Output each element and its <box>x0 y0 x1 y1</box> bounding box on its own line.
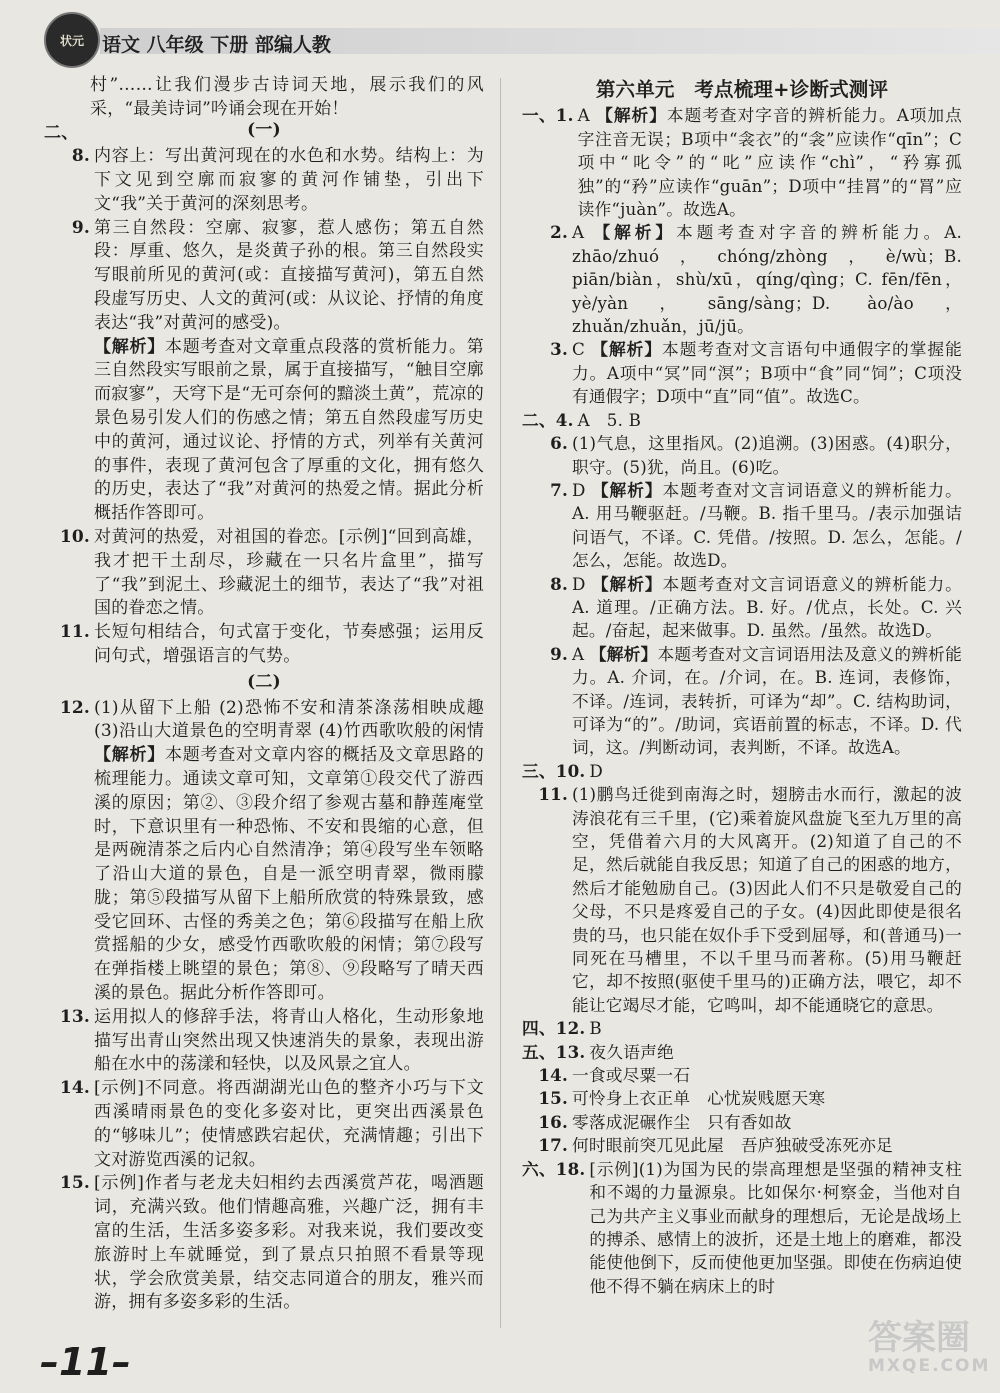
left-column <box>44 74 484 1315</box>
answer-item: 3. C 【解析】本题考查对文言语句中通假字的掌握能力。A项中“冥”同“溟”；B项中“食”同“饲”；C项没有通假字；D项中“直”同“值”。故选C。 <box>550 339 962 407</box>
right-column <box>522 74 962 1298</box>
answer-item: 11. 长短句相结合，句式富于变化，节奏感强；运用反问句式，增强语言的气势。 <box>59 622 484 666</box>
analysis-tag: 【解析】 <box>591 339 663 360</box>
answer-item: 9. 第三自然段：空廓、寂寥，惹人感伤；第五自然段：厚重、悠久，是炎黄子孙的根。第三自然段实写眼前所见的黄河(或：直接描写黄河)，第五自然段虚写历史、人文的黄河(或：从议论、抒情的角度表达“我”对黄河的感受)。 【解析】本题考查对文章重点段落的赏析能力。第三自然段实写眼前之景，属于直接描写，“触目空廓而寂寥”，天穹下是“无可奈何的黯淡土黄”，荒凉的景色易引发人们的伤感之情；第五自然段虚写历史中的黄河，通过议论、抒情的方式，列举有关黄河的事件，表现了黄河包含了厚重的文化，拥有悠久的历史，表达了“我”对黄河的热爱之情。据此分析概括作答即可。 <box>71 217 484 524</box>
answer-item: 13. 运用拟人的修辞手法，将青山人格化，生动形象地描写出青山突然出现又快速消失的景象，表现出游船在水中的荡漾和轻快，以及风景之宜人。 <box>59 1006 484 1075</box>
answer-item: 9. A 【解析】本题考查对文言词语用法及意义的辨析能力。A. 介词，在。/介词，在。B. 连词，表修饰，不译。/连词，表转折，可译为“却”。C. 结构助词，可译为“的”。/助词，宾语前置的标志，不译。D. 代词，这。/判断动词，表判断，不译。故选A。 <box>550 643 962 758</box>
answer-item: 二、4. A 5. B <box>522 409 642 430</box>
watermark-main: 答案圈 <box>868 1318 970 1358</box>
answer-item: 14. 一食或尽粟一石 <box>538 1065 691 1086</box>
page-number: –11– <box>40 1340 131 1384</box>
answer-item: 16. 零落成泥碾作尘 只有香如故 <box>538 1111 792 1132</box>
answer-item: 6. (1)气息，这里指风。(2)追溯。(3)困惑。(4)职分，职守。(5)犹，尚且。(6)吃。 <box>550 433 962 477</box>
answer-item: 17. 何时眼前突兀见此屋 吾庐独破受冻死亦足 <box>538 1135 893 1156</box>
answer-item: 2. A 【解析】本题考查对字音的辨析能力。A. zhāo/zhuó，chóng/zhòng，è/wù；B. piān/biàn，shù/xū，qíng/qìng；C. fēn/fēn，yè/yàn，sāng/sàng；D. ào/ào，zhuǎn/zhuǎn，jū/jū。 <box>550 222 962 337</box>
analysis-tag: 【解析】 <box>591 573 663 594</box>
analysis-tag: 【解析】 <box>591 479 663 500</box>
analysis-tag: 【解析】 <box>94 745 166 766</box>
answer-item: 五、13. 夜久语声绝 <box>522 1041 674 1062</box>
analysis-tag: 【解析】 <box>589 643 658 664</box>
analysis-tag: 【解析】 <box>94 336 166 357</box>
column-divider <box>500 78 501 1328</box>
analysis-tag: 【解析】 <box>596 105 667 126</box>
answer-item: 8. D 【解析】本题考查对文言词语意义的辨析能力。A. 道理。/正确方法。B. 好。/优点，长处。C. 兴起。/奋起，起来做事。D. 虽然。/虽然。故选D。 <box>550 573 962 641</box>
brand-logo: 状元 <box>44 12 100 68</box>
answer-item: 15. 可怜身上衣正单 心忧炭贱愿天寒 <box>538 1088 826 1109</box>
answer-item: 10. 对黄河的热爱，对祖国的眷恋。[示例]“回到高雄，我才把干土刮尽，珍藏在一只名片盒里”，描写了“我”到泥土、珍藏泥土的细节，表达了“我”对祖国的眷恋之情。 <box>59 526 484 619</box>
answer-item: 7. D 【解析】本题考查对文言词语意义的辨析能力。A. 用马鞭驱赶。/马鞭。B. 指千里马。/表示加强诘问语气，不译。C. 凭借。/按照。D. 怎么，怎能。/怎么，怎能。故选D。 <box>550 479 962 571</box>
subsection-one: (一) <box>247 120 281 141</box>
answer-item: 四、12. B <box>522 1018 602 1039</box>
answer-item: 12. (1)从留下上船 (2)恐怖不安和清茶涤荡相映成趣 (3)沿山大道景色的空明青翠 (4)竹西歌吹般的闲情 【解析】本题考查对文章内容的概括及文章思路的梳理能力。通读文章可知，文章第①段交代了游西溪的原因；第②、③段介绍了参观古墓和静莲庵堂时，下意识里有一种恐怖、不安和畏缩的心意，但是两碗清茶之后内心自然清净；第④段写坐车领略了沿山大道的景色，自是一派空明青翠，微雨朦胧；第⑤段描写从留下上船所欣赏的特殊景致，感受它回环、古怪的秀美之色；第⑥段描写在船上欣赏摇船的少女，感受竹西歌吹般的闲情；第⑦段写在弹指楼上眺望的景色；第⑧、⑨段略写了晴天西溪的景色。据此分析作答即可。 <box>59 697 484 1004</box>
intro-text: 村”……让我们漫步古诗词天地，展示我们的风采，“最美诗词”吟诵会现在开始！ <box>90 75 484 119</box>
watermark-logo <box>868 1318 991 1384</box>
answer-item: 六、18. [示例](1)为国为民的崇高理想是坚强的精神支柱和不竭的力量源泉。比如保尔·柯察金，当他对自己为共产主义事业而献身的理想后，无论是战场上的搏杀、感情上的波折，还是土地上的磨难，都没能使他倒下，反而使他更加坚强。即使在伤病迫使他不得不躺在病床上的时 <box>522 1158 962 1296</box>
part-mark: 二、 <box>44 122 79 143</box>
answer-item: 8. 内容上：写出黄河现在的水色和水势。结构上：为下文见到空廓而寂寥的黄河作铺垫，引出下文“我”关于黄河的深刻思考。 <box>71 146 484 214</box>
header-title: 语文 八年级 下册 部编人教 <box>102 34 331 56</box>
answer-item: 三、10. D <box>522 760 604 781</box>
section-title: 第六单元 考点梳理+诊断式测评 <box>595 78 889 101</box>
answer-item: 一、1. A 【解析】本题考查对字音的辨析能力。A项加点字注音无误；B项中“衾衣”的“衾”应读作“qīn”；C项中“叱令”的“叱”应读作“chì”，“矜寡孤独”的“矜”应读作“guān”；D项中“挂罥”的“罥”应读作“juàn”。故选A。 <box>522 105 962 220</box>
answer-item: 14. [示例]不同意。将西湖湖光山色的整齐小巧与下文西溪晴雨景色的变化多姿对比，更突出西溪景色的“够味儿”；使情感跌宕起伏，充满情趣；引出下文对游览西溪的记叙。 <box>59 1078 484 1170</box>
subsection-two: (二) <box>247 671 281 692</box>
answer-item: 15. [示例]作者与老龙夫妇相约去西溪赏芦花，喝酒题词，充满兴致。他们情趣高雅，兴趣广泛，拥有丰富的生活，生活多姿多彩。对我来说，我们要改变旅游时上车就睡觉，到了景点只拍照不看景等现状，学会欣赏美景，结交志同道合的朋友，雅兴而游，拥有多姿多彩的生活。 <box>59 1173 484 1313</box>
answer-item: 11. (1)鹏鸟迁徙到南海之时，翅膀击水而行，激起的波涛浪花有三千里，(它)乘着旋风盘旋飞至九万里的高空，凭借着六月的大风离开。(2)知道了自己的不足，然后就能自我反思；知道了自己的困惑的地方，然后才能勉励自己。(3)因此人们不只是敬爱自己的父母，不只是疼爱自己的子女。(4)因此即使是很名贵的马，也只能在奴仆手下受到屈辱，和(普通马)一同死在马槽里，不以千里马而著称。(5)用马鞭赶它，却不按照(驱使千里马的)正确方法，喂它，却不能让它竭尽才能，它鸣叫，却不能通晓它的意思。 <box>538 784 962 1015</box>
watermark-sub: MXQE.COM <box>868 1356 991 1376</box>
analysis-tag: 【解析】 <box>593 222 677 243</box>
page-header <box>0 0 1000 70</box>
